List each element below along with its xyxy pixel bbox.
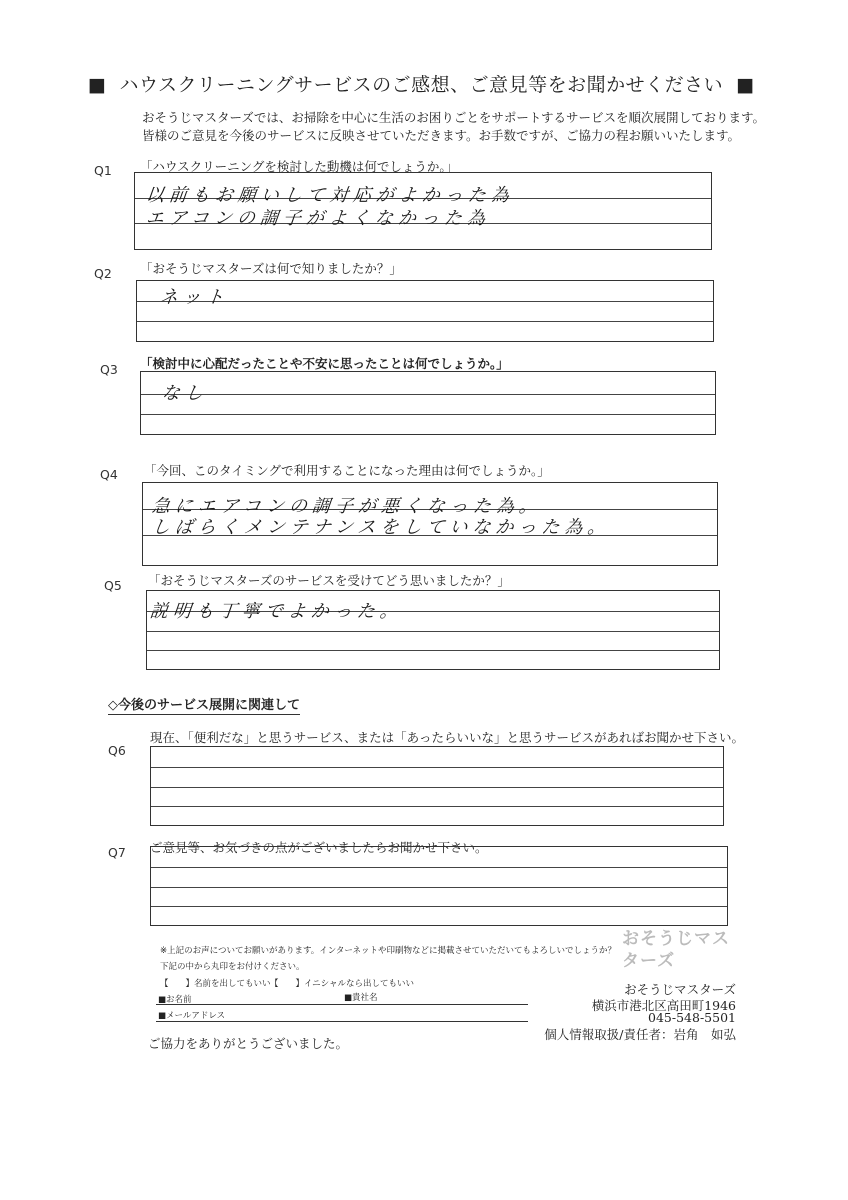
option-initial-label: イニシャルなら出してもいい [304,979,415,989]
company-label: ■貴社名 [344,993,378,1003]
q4-number: Q4 [100,467,118,482]
option-name-bracket[interactable]: 【 】 [160,979,195,989]
q1-answer-1: 以前もお願いして対応がよかった為 [144,185,515,206]
q2-answer-1: ネット [158,287,230,308]
thanks-text: ご協力をありがとうございました。 [148,1036,349,1051]
q4-answer-2: しばらくメンテナンスをしていなかった為。 [150,517,612,538]
consent-instruction: 下記の中から丸印をお付けください。 [160,962,305,972]
q6-answer-box[interactable] [150,746,724,826]
q6-number: Q6 [108,743,126,758]
q1-number: Q1 [94,163,112,178]
q7-text: ご意見等、お気づきの点がございましたらお聞かせ下さい。 [150,840,488,855]
contact-address: 横浜市港北区高田町1946 [591,998,736,1013]
q5-number: Q5 [104,578,122,593]
q2-text: 「おそうじマスターズは何で知りましたか？」 [140,261,402,276]
consent-note: ※上記のお声についてお願いがあります。インターネットや印刷物などに掲載させていただいてもよろしいでしょうか？ [160,946,617,956]
name-company-underline [156,1004,528,1005]
title-text: ハウスクリーニングサービスのご感想、ご意見等をお聞かせください [119,74,724,96]
contact-privacy: 個人情報取扱/責任者：岩角 如弘 [544,1027,736,1042]
q6-text: 現在、「便利だな」と思うサービス、または「あったらいいな」と思うサービスがあればお聞かせ下さい。 [150,730,745,745]
section-heading: ◇今後のサービス展開に関連して [108,694,300,715]
q1-text: 「ハウスクリーニングを検討した動機は何でしょうか。」 [140,159,459,174]
title-square-left: ■ [88,74,107,96]
q5-answer-1: 説明も丁寧でよかった。 [148,601,404,622]
title-square-right: ■ [736,74,755,96]
q3-answer-box[interactable] [140,371,716,435]
q4-text: 「今回、このタイミングで利用することになった理由は何でしょうか。」 [144,463,550,478]
intro-line-2: 皆様のご意見を今後のサービスに反映させていただきます。お手数ですが、ご協力の程お願いいたします。 [142,128,741,143]
option-name-label: 名前を出してもいい [194,979,271,989]
name-label: ■お名前 [158,995,192,1005]
q7-number: Q7 [108,845,126,860]
contact-company: おそうじマスターズ [624,982,736,997]
q3-text: 「検討中に心配だったことや不安に思ったことは何でしょうか。」 [140,356,509,371]
q3-number: Q3 [100,362,118,377]
q3-answer-1: なし [160,383,209,404]
q1-answer-2: エアコンの調子がよくなかった為 [144,208,492,229]
option-initial[interactable] [270,977,414,989]
q5-text: 「おそうじマスターズのサービスを受けてどう思いましたか？」 [148,573,510,588]
email-label: ■メールアドレス [158,1011,226,1021]
q4-answer-1: 急にエアコンの調子が悪くなった為。 [150,496,544,517]
q2-number: Q2 [94,266,112,281]
company-logo: おそうじマスターズ [622,929,730,971]
option-initial-bracket[interactable]: 【 】 [270,979,305,989]
contact-phone: 045-548-5501 [648,1010,736,1025]
email-underline [156,1021,528,1022]
option-name[interactable] [160,977,271,989]
q7-answer-box[interactable] [150,846,728,926]
page-title [88,70,778,97]
intro-line-1: おそうじマスターズでは、お掃除を中心に生活のお困りごとをサポートするサービスを順次展開しております。 [142,110,766,125]
